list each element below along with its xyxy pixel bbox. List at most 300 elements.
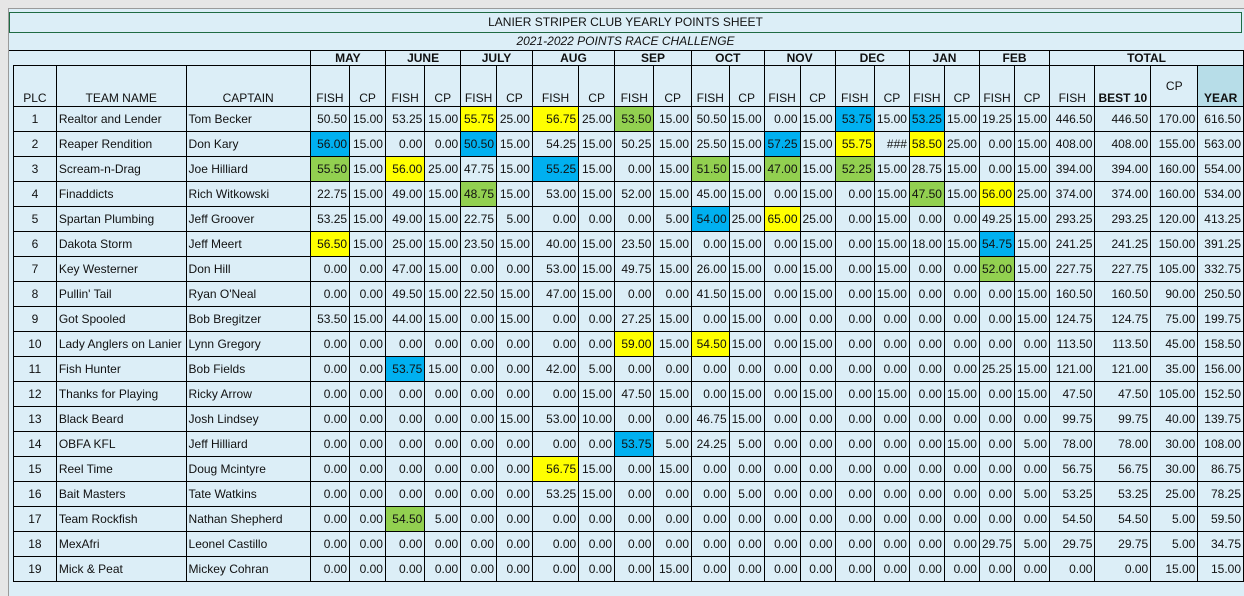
fish-cell[interactable]: 24.25 xyxy=(692,432,730,457)
year-cell[interactable]: 15.00 xyxy=(1198,557,1244,582)
cp-cell[interactable]: 0.00 xyxy=(425,407,461,432)
fish-cell[interactable]: 55.75 xyxy=(461,107,497,132)
fish-cell[interactable]: 0.00 xyxy=(909,457,944,482)
cp-cell[interactable]: 15.00 xyxy=(579,132,615,157)
total-cp-cell[interactable]: 105.00 xyxy=(1151,257,1198,282)
team-name-cell[interactable]: Reel Time xyxy=(56,457,186,482)
cp-cell[interactable]: 0.00 xyxy=(497,557,533,582)
captain-cell[interactable]: Ryan O'Neal xyxy=(186,282,310,307)
fish-cell[interactable]: 0.00 xyxy=(461,257,497,282)
cp-cell[interactable]: 0.00 xyxy=(654,282,692,307)
cp-cell[interactable]: 0.00 xyxy=(1015,332,1050,357)
cp-cell[interactable]: 15.00 xyxy=(654,107,692,132)
cp-cell[interactable]: 0.00 xyxy=(350,457,386,482)
cp-cell[interactable]: 15.00 xyxy=(497,157,533,182)
fish-cell[interactable]: 0.00 xyxy=(835,332,874,357)
plc-cell[interactable]: 13 xyxy=(14,407,57,432)
fish-cell[interactable]: 0.00 xyxy=(979,507,1014,532)
cp-cell[interactable]: 0.00 xyxy=(874,507,909,532)
fish-cell[interactable]: 0.00 xyxy=(909,557,944,582)
fish-cell[interactable]: 59.00 xyxy=(615,332,654,357)
fish-header[interactable]: FISH xyxy=(979,66,1014,107)
team-name-cell[interactable]: Mick & Peat xyxy=(56,557,186,582)
cp-cell[interactable]: 15.00 xyxy=(944,157,979,182)
total-cp-cell[interactable]: 5.00 xyxy=(1151,507,1198,532)
cp-cell[interactable]: 0.00 xyxy=(425,432,461,457)
year-cell[interactable]: 78.25 xyxy=(1198,482,1244,507)
cp-cell[interactable]: 15.00 xyxy=(497,132,533,157)
total-cp-cell[interactable]: 160.00 xyxy=(1151,182,1198,207)
best10-cell[interactable]: 446.50 xyxy=(1095,107,1151,132)
total-cp-cell[interactable]: 75.00 xyxy=(1151,307,1198,332)
cp-cell[interactable]: 0.00 xyxy=(800,407,835,432)
cp-cell[interactable]: 0.00 xyxy=(1015,557,1050,582)
fish-header[interactable]: FISH xyxy=(909,66,944,107)
cp-cell[interactable]: 0.00 xyxy=(944,282,979,307)
cp-cell[interactable]: 15.00 xyxy=(800,257,835,282)
fish-cell[interactable]: 53.75 xyxy=(615,432,654,457)
fish-cell[interactable]: 0.00 xyxy=(979,332,1014,357)
cp-cell[interactable]: 15.00 xyxy=(874,232,909,257)
cp-cell[interactable]: 25.00 xyxy=(944,132,979,157)
year-cell[interactable]: 139.75 xyxy=(1198,407,1244,432)
best10-cell[interactable]: 124.75 xyxy=(1095,307,1151,332)
fish-cell[interactable]: 0.00 xyxy=(909,282,944,307)
cp-cell[interactable]: 0.00 xyxy=(579,532,615,557)
fish-cell[interactable]: 0.00 xyxy=(310,357,349,382)
fish-cell[interactable]: 0.00 xyxy=(385,132,424,157)
fish-cell[interactable]: 0.00 xyxy=(909,532,944,557)
fish-cell[interactable]: 0.00 xyxy=(692,482,730,507)
captain-cell[interactable]: Bob Bregitzer xyxy=(186,307,310,332)
cp-cell[interactable]: 0.00 xyxy=(579,507,615,532)
year-cell[interactable]: 250.50 xyxy=(1198,282,1244,307)
year-cell[interactable]: 108.00 xyxy=(1198,432,1244,457)
cp-cell[interactable]: 15.00 xyxy=(874,282,909,307)
month-jan[interactable]: JAN xyxy=(909,51,979,66)
cp-cell[interactable]: 15.00 xyxy=(729,282,764,307)
best10-cell[interactable]: 78.00 xyxy=(1095,432,1151,457)
captain-cell[interactable]: Doug Mcintyre xyxy=(186,457,310,482)
fish-cell[interactable]: 53.00 xyxy=(532,182,578,207)
fish-cell[interactable]: 55.75 xyxy=(835,132,874,157)
cp-cell[interactable]: 15.00 xyxy=(800,182,835,207)
total-cp-cell[interactable]: 160.00 xyxy=(1151,157,1198,182)
fish-cell[interactable]: 0.00 xyxy=(532,382,578,407)
cp-cell[interactable]: 0.00 xyxy=(944,532,979,557)
cp-cell[interactable]: 15.00 xyxy=(579,482,615,507)
fish-cell[interactable]: 47.00 xyxy=(764,157,800,182)
cp-cell[interactable]: 5.00 xyxy=(425,507,461,532)
fish-cell[interactable]: 0.00 xyxy=(909,382,944,407)
fish-header[interactable]: FISH xyxy=(310,66,349,107)
total-fish-cell[interactable]: 56.75 xyxy=(1050,457,1095,482)
fish-cell[interactable]: 0.00 xyxy=(532,332,578,357)
fish-cell[interactable]: 18.00 xyxy=(909,232,944,257)
best10-cell[interactable]: 227.75 xyxy=(1095,257,1151,282)
fish-cell[interactable]: 0.00 xyxy=(615,282,654,307)
cp-cell[interactable]: 15.00 xyxy=(579,282,615,307)
cp-cell[interactable]: 15.00 xyxy=(579,382,615,407)
total-fish-cell[interactable]: 227.75 xyxy=(1050,257,1095,282)
total-fish-header[interactable]: FISH xyxy=(1050,66,1095,107)
team-name-cell[interactable]: Fish Hunter xyxy=(56,357,186,382)
year-cell[interactable]: 534.00 xyxy=(1198,182,1244,207)
best10-cell[interactable]: 293.25 xyxy=(1095,207,1151,232)
cp-cell[interactable]: 0.00 xyxy=(944,507,979,532)
fish-cell[interactable]: 0.00 xyxy=(461,357,497,382)
year-header[interactable]: YEAR xyxy=(1198,66,1244,107)
fish-cell[interactable]: 56.50 xyxy=(310,232,349,257)
fish-cell[interactable]: 26.00 xyxy=(692,257,730,282)
cp-cell[interactable]: 0.00 xyxy=(425,557,461,582)
plc-cell[interactable]: 4 xyxy=(14,182,57,207)
cp-cell[interactable]: 15.00 xyxy=(944,182,979,207)
fish-cell[interactable]: 0.00 xyxy=(310,482,349,507)
year-cell[interactable]: 413.25 xyxy=(1198,207,1244,232)
fish-cell[interactable]: 44.00 xyxy=(385,307,424,332)
cp-cell[interactable]: 15.00 xyxy=(1015,157,1050,182)
fish-cell[interactable]: 0.00 xyxy=(692,232,730,257)
total-fish-cell[interactable]: 293.25 xyxy=(1050,207,1095,232)
year-cell[interactable]: 554.00 xyxy=(1198,157,1244,182)
best10-cell[interactable]: 160.50 xyxy=(1095,282,1151,307)
total-fish-cell[interactable]: 124.75 xyxy=(1050,307,1095,332)
total-cp-cell[interactable]: 45.00 xyxy=(1151,332,1198,357)
cp-cell[interactable]: 0.00 xyxy=(944,482,979,507)
cp-cell[interactable]: 0.00 xyxy=(425,532,461,557)
plc-cell[interactable]: 17 xyxy=(14,507,57,532)
cp-cell[interactable]: 0.00 xyxy=(944,457,979,482)
cp-cell[interactable]: 0.00 xyxy=(497,507,533,532)
fish-cell[interactable]: 0.00 xyxy=(764,257,800,282)
fish-cell[interactable]: 23.50 xyxy=(461,232,497,257)
cp-cell[interactable]: 0.00 xyxy=(654,482,692,507)
fish-cell[interactable]: 49.25 xyxy=(979,207,1014,232)
total-fish-cell[interactable]: 241.25 xyxy=(1050,232,1095,257)
year-cell[interactable]: 391.25 xyxy=(1198,232,1244,257)
cp-cell[interactable]: 15.00 xyxy=(1015,107,1050,132)
fish-cell[interactable]: 40.00 xyxy=(532,232,578,257)
cp-cell[interactable]: 15.00 xyxy=(874,382,909,407)
year-cell[interactable]: 156.00 xyxy=(1198,357,1244,382)
cp-cell[interactable]: 0.00 xyxy=(497,257,533,282)
fish-cell[interactable]: 0.00 xyxy=(909,482,944,507)
cp-cell[interactable]: 0.00 xyxy=(654,532,692,557)
total-cp-cell[interactable]: 35.00 xyxy=(1151,357,1198,382)
cp-cell[interactable]: 0.00 xyxy=(729,457,764,482)
cp-cell[interactable]: 0.00 xyxy=(800,557,835,582)
captain-cell[interactable]: Bob Fields xyxy=(186,357,310,382)
sheet-title[interactable]: LANIER STRIPER CLUB YEARLY POINTS SHEET xyxy=(9,12,1242,33)
cp-header[interactable]: CP xyxy=(729,66,764,107)
fish-cell[interactable]: 0.00 xyxy=(764,407,800,432)
cp-cell[interactable]: 0.00 xyxy=(350,532,386,557)
cp-cell[interactable]: 5.00 xyxy=(654,432,692,457)
captain-cell[interactable]: Jeff Meert xyxy=(186,232,310,257)
cp-cell[interactable]: 0.00 xyxy=(579,207,615,232)
month-feb[interactable]: FEB xyxy=(979,51,1049,66)
total-fish-cell[interactable]: 446.50 xyxy=(1050,107,1095,132)
fish-cell[interactable]: 0.00 xyxy=(835,482,874,507)
cp-cell[interactable]: 15.00 xyxy=(800,107,835,132)
cp-cell[interactable]: 15.00 xyxy=(425,107,461,132)
fish-cell[interactable]: 0.00 xyxy=(979,132,1014,157)
cp-cell[interactable]: 15.00 xyxy=(497,182,533,207)
fish-cell[interactable]: 0.00 xyxy=(835,307,874,332)
total-cp-cell[interactable]: 105.00 xyxy=(1151,382,1198,407)
fish-cell[interactable]: 50.50 xyxy=(461,132,497,157)
cp-cell[interactable]: 15.00 xyxy=(425,282,461,307)
fish-cell[interactable]: 53.50 xyxy=(615,107,654,132)
fish-cell[interactable]: 0.00 xyxy=(764,282,800,307)
fish-cell[interactable]: 0.00 xyxy=(385,432,424,457)
cp-cell[interactable]: 15.00 xyxy=(729,232,764,257)
cp-cell[interactable]: 5.00 xyxy=(1015,482,1050,507)
cp-cell[interactable]: 0.00 xyxy=(497,482,533,507)
fish-cell[interactable]: 49.75 xyxy=(615,257,654,282)
fish-cell[interactable]: 0.00 xyxy=(764,457,800,482)
team-name-cell[interactable]: Finaddicts xyxy=(56,182,186,207)
fish-cell[interactable]: 0.00 xyxy=(835,457,874,482)
fish-cell[interactable]: 0.00 xyxy=(835,232,874,257)
month-nov[interactable]: NOV xyxy=(764,51,835,66)
cp-cell[interactable]: 15.00 xyxy=(729,132,764,157)
cp-cell[interactable]: 15.00 xyxy=(497,307,533,332)
fish-cell[interactable]: 53.25 xyxy=(532,482,578,507)
cp-cell[interactable]: 15.00 xyxy=(350,182,386,207)
cp-cell[interactable]: 25.00 xyxy=(425,157,461,182)
cp-cell[interactable]: 15.00 xyxy=(425,257,461,282)
captain-cell[interactable]: Lynn Gregory xyxy=(186,332,310,357)
cp-cell[interactable]: 10.00 xyxy=(579,407,615,432)
cp-cell[interactable]: 15.00 xyxy=(944,107,979,132)
captain-cell[interactable]: Jeff Hilliard xyxy=(186,432,310,457)
fish-cell[interactable]: 0.00 xyxy=(385,382,424,407)
fish-cell[interactable]: 0.00 xyxy=(979,432,1014,457)
cp-cell[interactable]: 15.00 xyxy=(1015,232,1050,257)
fish-cell[interactable]: 49.00 xyxy=(385,207,424,232)
fish-cell[interactable]: 25.50 xyxy=(692,132,730,157)
captain-cell[interactable]: Ricky Arrow xyxy=(186,382,310,407)
fish-cell[interactable]: 0.00 xyxy=(615,457,654,482)
best10-header[interactable]: BEST 10 xyxy=(1095,66,1151,107)
fish-cell[interactable]: 0.00 xyxy=(835,507,874,532)
year-cell[interactable]: 158.50 xyxy=(1198,332,1244,357)
cp-cell[interactable]: 15.00 xyxy=(800,157,835,182)
cp-cell[interactable]: 15.00 xyxy=(800,382,835,407)
fish-header[interactable]: FISH xyxy=(692,66,730,107)
fish-cell[interactable]: 56.00 xyxy=(979,182,1014,207)
cp-cell[interactable]: 5.00 xyxy=(729,432,764,457)
cp-cell[interactable]: 15.00 xyxy=(350,232,386,257)
cp-cell[interactable]: 0.00 xyxy=(350,282,386,307)
fish-cell[interactable]: 0.00 xyxy=(615,507,654,532)
plc-cell[interactable]: 5 xyxy=(14,207,57,232)
cp-header[interactable]: CP xyxy=(800,66,835,107)
cp-cell[interactable]: 0.00 xyxy=(729,532,764,557)
plc-cell[interactable]: 12 xyxy=(14,382,57,407)
cp-cell[interactable]: 15.00 xyxy=(497,282,533,307)
cp-cell[interactable]: ### xyxy=(874,132,909,157)
fish-cell[interactable]: 0.00 xyxy=(385,482,424,507)
cp-header[interactable]: CP xyxy=(654,66,692,107)
cp-cell[interactable]: 15.00 xyxy=(654,157,692,182)
team-name-cell[interactable]: Black Beard xyxy=(56,407,186,432)
fish-cell[interactable]: 0.00 xyxy=(909,407,944,432)
month-july[interactable]: JULY xyxy=(461,51,533,66)
best10-cell[interactable]: 56.75 xyxy=(1095,457,1151,482)
fish-cell[interactable]: 0.00 xyxy=(310,432,349,457)
fish-cell[interactable]: 0.00 xyxy=(835,382,874,407)
best10-cell[interactable]: 374.00 xyxy=(1095,182,1151,207)
cp-cell[interactable]: 0.00 xyxy=(874,457,909,482)
fish-header[interactable]: FISH xyxy=(764,66,800,107)
total-cp-cell[interactable]: 15.00 xyxy=(1151,557,1198,582)
month-may[interactable]: MAY xyxy=(310,51,385,66)
fish-cell[interactable]: 0.00 xyxy=(764,557,800,582)
fish-cell[interactable]: 0.00 xyxy=(909,307,944,332)
fish-cell[interactable]: 0.00 xyxy=(835,357,874,382)
plc-cell[interactable]: 11 xyxy=(14,357,57,382)
fish-header[interactable]: FISH xyxy=(532,66,578,107)
cp-cell[interactable]: 25.00 xyxy=(729,207,764,232)
team-name-cell[interactable]: Got Spooled xyxy=(56,307,186,332)
cp-cell[interactable]: 0.00 xyxy=(800,482,835,507)
cp-cell[interactable]: 15.00 xyxy=(944,382,979,407)
fish-cell[interactable]: 0.00 xyxy=(764,507,800,532)
cp-cell[interactable]: 15.00 xyxy=(874,182,909,207)
fish-cell[interactable]: 47.00 xyxy=(532,282,578,307)
fish-cell[interactable]: 46.75 xyxy=(692,407,730,432)
cp-cell[interactable]: 0.00 xyxy=(729,507,764,532)
cp-cell[interactable]: 0.00 xyxy=(425,332,461,357)
fish-cell[interactable]: 53.75 xyxy=(835,107,874,132)
total-fish-cell[interactable]: 0.00 xyxy=(1050,557,1095,582)
fish-cell[interactable]: 0.00 xyxy=(532,507,578,532)
fish-cell[interactable]: 0.00 xyxy=(615,557,654,582)
cp-cell[interactable]: 0.00 xyxy=(729,557,764,582)
fish-cell[interactable]: 52.00 xyxy=(615,182,654,207)
fish-cell[interactable]: 0.00 xyxy=(385,332,424,357)
plc-cell[interactable]: 3 xyxy=(14,157,57,182)
fish-cell[interactable]: 23.50 xyxy=(615,232,654,257)
captain-cell[interactable]: Tom Becker xyxy=(186,107,310,132)
cp-cell[interactable]: 0.00 xyxy=(350,257,386,282)
cp-cell[interactable]: 0.00 xyxy=(944,207,979,232)
fish-cell[interactable]: 0.00 xyxy=(461,532,497,557)
total-cp-cell[interactable]: 90.00 xyxy=(1151,282,1198,307)
fish-cell[interactable]: 25.25 xyxy=(979,357,1014,382)
cp-header[interactable]: CP xyxy=(579,66,615,107)
fish-cell[interactable]: 0.00 xyxy=(310,332,349,357)
cp-cell[interactable]: 25.00 xyxy=(579,107,615,132)
fish-cell[interactable]: 0.00 xyxy=(909,332,944,357)
fish-cell[interactable]: 47.00 xyxy=(385,257,424,282)
fish-cell[interactable]: 0.00 xyxy=(385,457,424,482)
fish-cell[interactable]: 0.00 xyxy=(835,557,874,582)
fish-cell[interactable]: 0.00 xyxy=(692,307,730,332)
total-fish-cell[interactable]: 47.50 xyxy=(1050,382,1095,407)
sheet-subtitle[interactable]: 2021-2022 POINTS RACE CHALLENGE xyxy=(9,33,1242,51)
cp-cell[interactable]: 15.00 xyxy=(425,307,461,332)
cp-cell[interactable]: 15.00 xyxy=(1015,357,1050,382)
fish-cell[interactable]: 0.00 xyxy=(532,307,578,332)
cp-cell[interactable]: 15.00 xyxy=(944,232,979,257)
plc-cell[interactable]: 16 xyxy=(14,482,57,507)
fish-cell[interactable]: 0.00 xyxy=(909,432,944,457)
total-header[interactable]: TOTAL xyxy=(1050,51,1244,66)
captain-cell[interactable]: Josh Lindsey xyxy=(186,407,310,432)
total-fish-cell[interactable]: 121.00 xyxy=(1050,357,1095,382)
cp-cell[interactable]: 0.00 xyxy=(350,332,386,357)
fish-cell[interactable]: 0.00 xyxy=(615,532,654,557)
fish-cell[interactable]: 0.00 xyxy=(835,407,874,432)
team-name-cell[interactable]: Lady Anglers on Lanier xyxy=(56,332,186,357)
team-name-cell[interactable]: Key Westerner xyxy=(56,257,186,282)
fish-cell[interactable]: 0.00 xyxy=(764,182,800,207)
captain-cell[interactable]: Don Hill xyxy=(186,257,310,282)
cp-cell[interactable]: 15.00 xyxy=(579,182,615,207)
cp-cell[interactable]: 0.00 xyxy=(497,532,533,557)
fish-cell[interactable]: 0.00 xyxy=(310,257,349,282)
cp-cell[interactable]: 0.00 xyxy=(800,457,835,482)
fish-cell[interactable]: 0.00 xyxy=(310,407,349,432)
cp-cell[interactable]: 5.00 xyxy=(1015,432,1050,457)
month-dec[interactable]: DEC xyxy=(835,51,909,66)
fish-cell[interactable]: 0.00 xyxy=(310,532,349,557)
total-fish-cell[interactable]: 160.50 xyxy=(1050,282,1095,307)
fish-cell[interactable]: 0.00 xyxy=(835,532,874,557)
fish-cell[interactable]: 55.25 xyxy=(532,157,578,182)
cp-cell[interactable]: 15.00 xyxy=(800,332,835,357)
fish-cell[interactable]: 0.00 xyxy=(461,382,497,407)
fish-cell[interactable]: 0.00 xyxy=(615,207,654,232)
best10-cell[interactable]: 0.00 xyxy=(1095,557,1151,582)
fish-cell[interactable]: 54.00 xyxy=(692,207,730,232)
plc-header[interactable]: PLC xyxy=(14,66,57,107)
cp-cell[interactable]: 0.00 xyxy=(350,557,386,582)
cp-cell[interactable]: 5.00 xyxy=(497,207,533,232)
fish-cell[interactable]: 0.00 xyxy=(764,332,800,357)
fish-cell[interactable]: 0.00 xyxy=(461,557,497,582)
fish-cell[interactable]: 41.50 xyxy=(692,282,730,307)
team-name-cell[interactable]: Thanks for Playing xyxy=(56,382,186,407)
cp-cell[interactable]: 0.00 xyxy=(874,407,909,432)
fish-cell[interactable]: 0.00 xyxy=(979,457,1014,482)
cp-cell[interactable]: 15.00 xyxy=(654,257,692,282)
year-cell[interactable]: 59.50 xyxy=(1198,507,1244,532)
fish-cell[interactable]: 55.50 xyxy=(310,157,349,182)
fish-cell[interactable]: 0.00 xyxy=(461,482,497,507)
fish-cell[interactable]: 0.00 xyxy=(615,157,654,182)
fish-cell[interactable]: 0.00 xyxy=(310,382,349,407)
total-cp-cell[interactable]: 170.00 xyxy=(1151,107,1198,132)
cp-cell[interactable]: 0.00 xyxy=(350,507,386,532)
fish-cell[interactable]: 25.00 xyxy=(385,232,424,257)
best10-cell[interactable]: 29.75 xyxy=(1095,532,1151,557)
fish-cell[interactable]: 0.00 xyxy=(979,282,1014,307)
column-header-strip[interactable] xyxy=(0,0,1244,9)
cp-cell[interactable]: 15.00 xyxy=(579,232,615,257)
cp-header[interactable]: CP xyxy=(944,66,979,107)
captain-cell[interactable]: Joe Hilliard xyxy=(186,157,310,182)
cp-cell[interactable]: 0.00 xyxy=(425,382,461,407)
total-cp-cell[interactable]: 5.00 xyxy=(1151,532,1198,557)
fish-header[interactable]: FISH xyxy=(385,66,424,107)
cp-cell[interactable]: 0.00 xyxy=(1015,457,1050,482)
fish-cell[interactable]: 53.25 xyxy=(385,107,424,132)
